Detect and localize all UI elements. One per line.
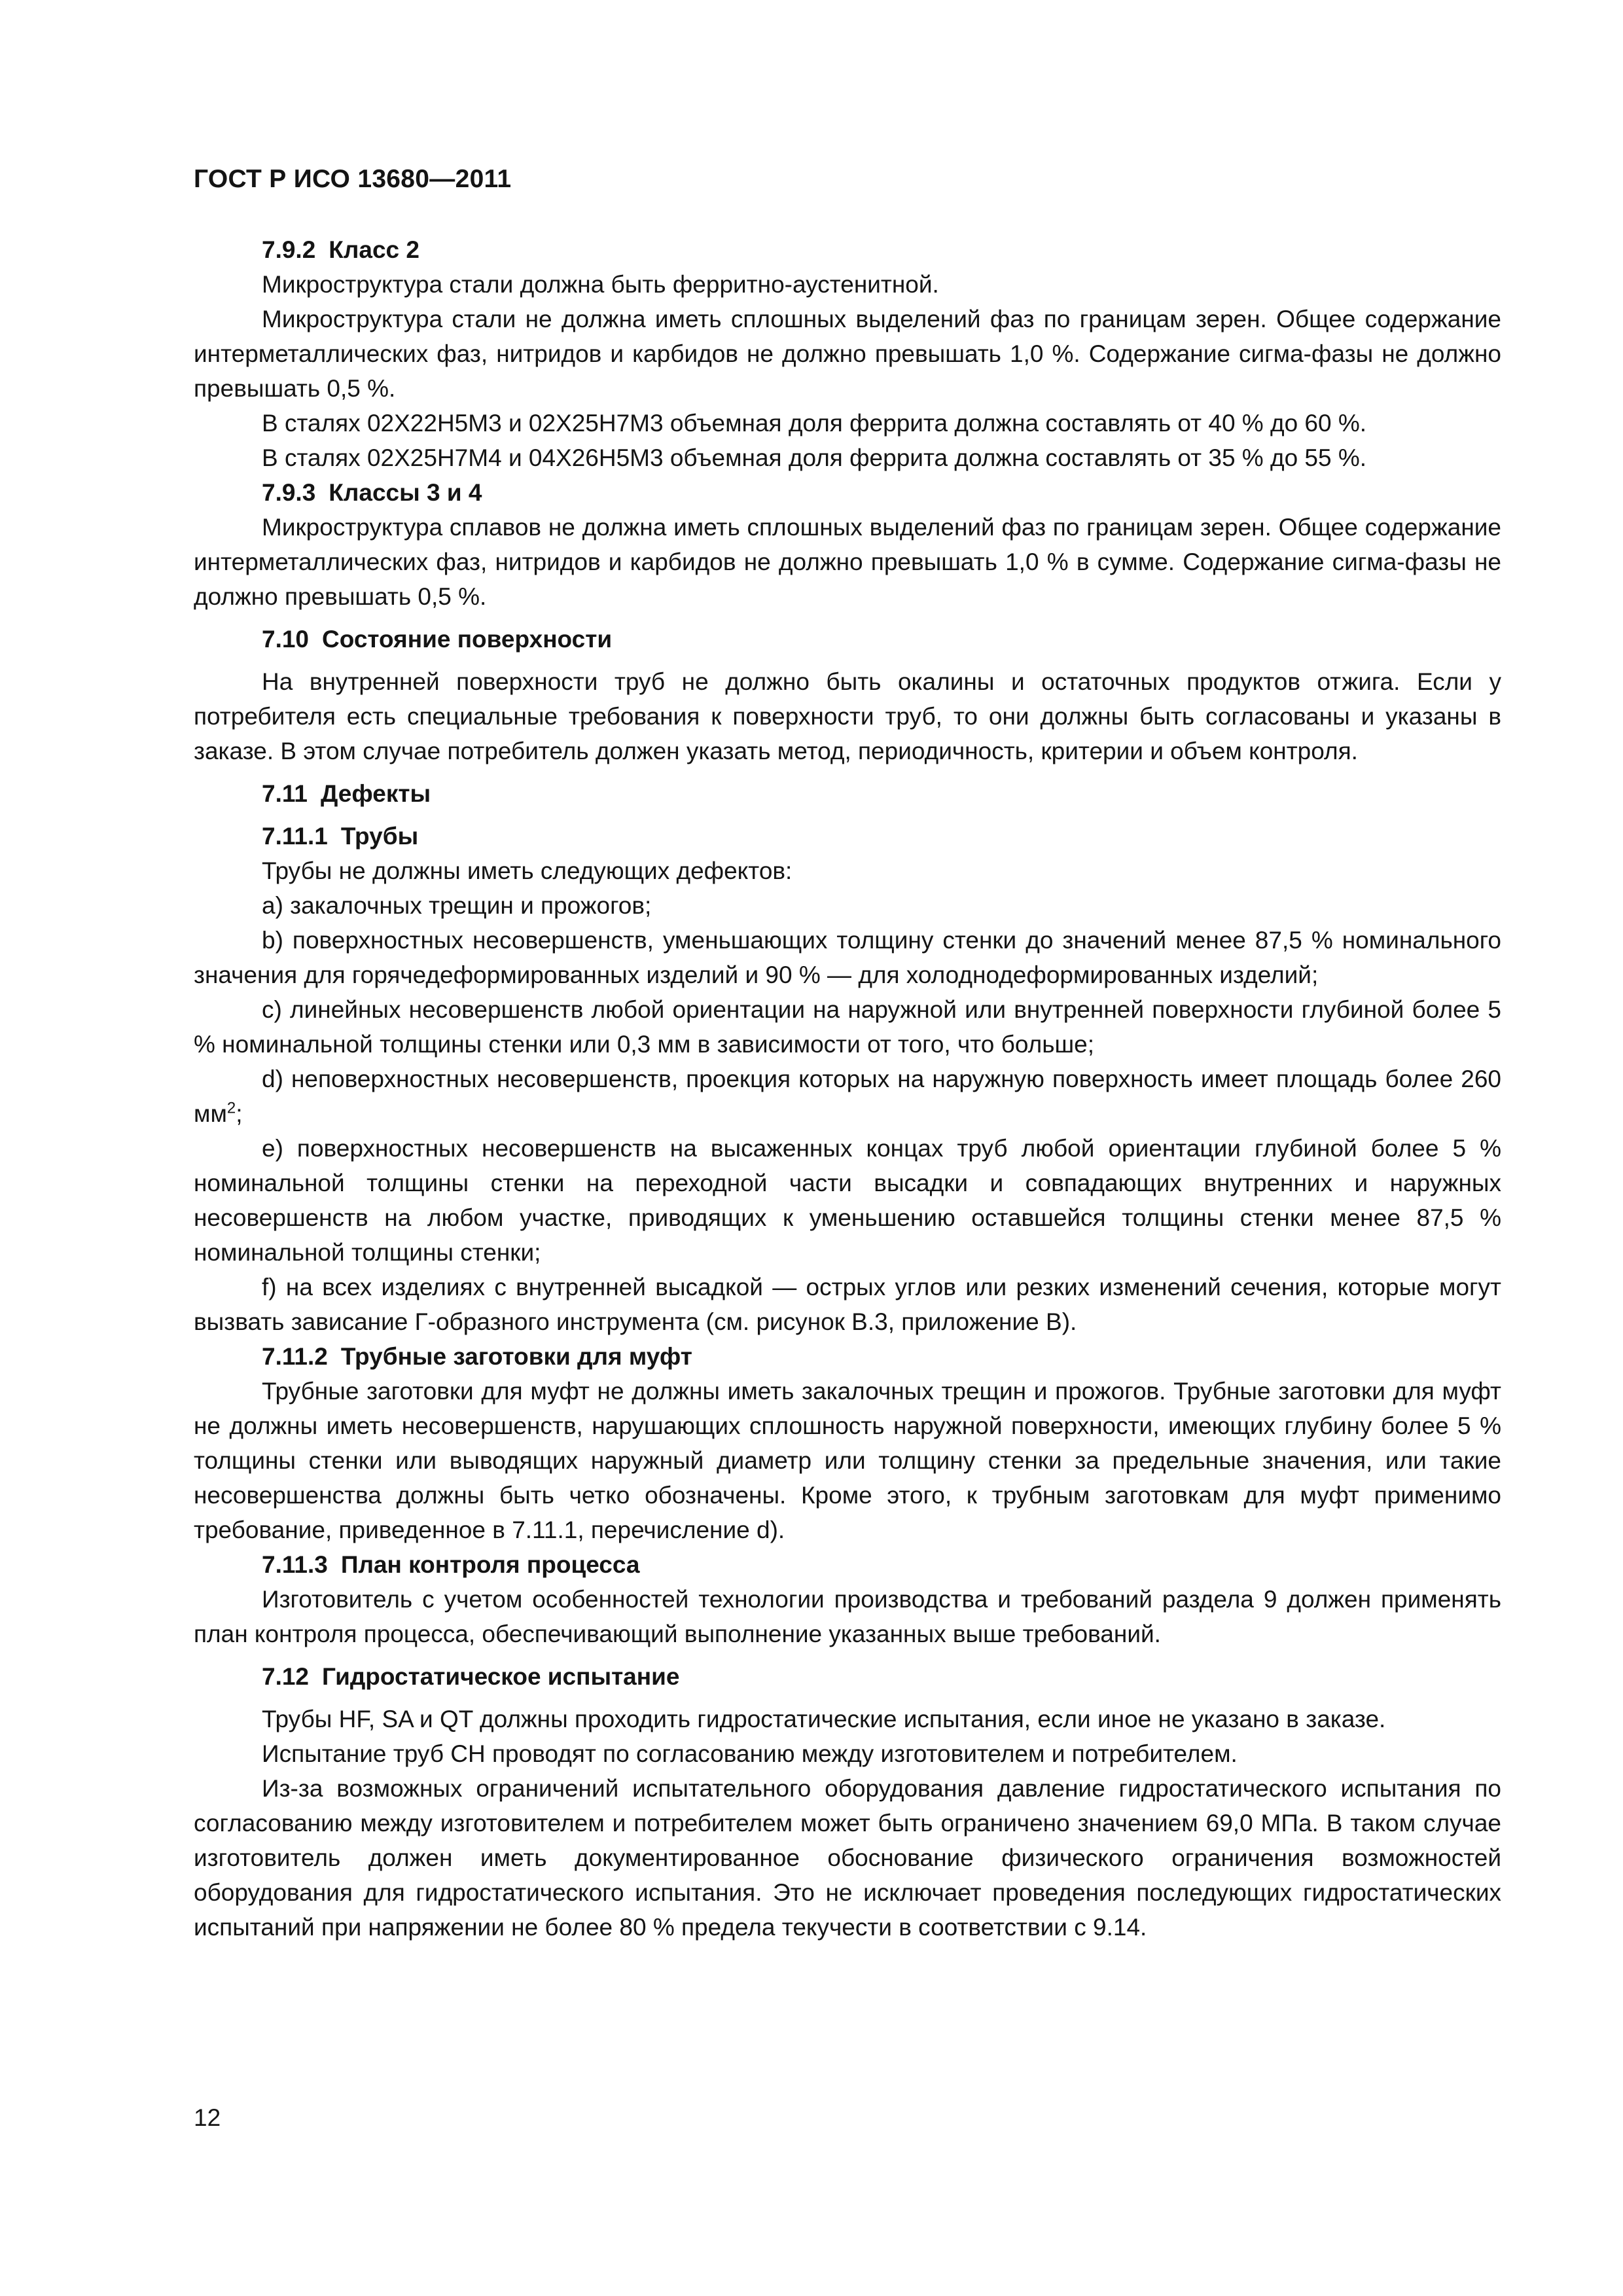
list-item-text: d) неповерхностных несовершенств, проекция которых на наружную поверхность имеет площадь более 260 мм <box>194 1066 1501 1127</box>
list-item: f) на всех изделиях с внутренней высадкой — острых углов или резких изменений сечения, которые могут вызвать зависание Г-образного инструмента (см. рисунок В.3, приложение В). <box>194 1274 1501 1335</box>
list-item: c) линейных несовершенств любой ориентации на наружной или внутренней поверхности глубиной более 5 % номинальной толщины стенки или 0,3 мм в зависимости от того, что больше; <box>194 996 1501 1058</box>
section-title: Трубы <box>340 823 419 850</box>
list-item: e) поверхностных несовершенств на высаженных концах труб любой ориентации глубиной более 5 % номинальной толщины стенки на переходной части высадки и совпадающих внутренних и наружных несовершенств на любом участке, приводящих к уменьшению оставшейся толщины стенки менее 87,5 % номинальной толщины стенки; <box>194 1135 1501 1266</box>
section-title: Гидростатическое испытание <box>322 1663 680 1690</box>
list-item-end: ; <box>236 1100 243 1127</box>
section-title: Класс 2 <box>329 236 419 263</box>
section-heading-7-11-2 <box>194 1339 1501 1374</box>
section-heading-7-11-1 <box>194 819 1501 853</box>
paragraph: Из-за возможных ограничений испытательного оборудования давление гидростатического испытания по согласованию между изготовителем и потребителем может быть ограничено значением 69,0 МПа. В таком случае изготовитель должен иметь документированное обоснование физического ограничения возможностей оборудования для гидростатического испытания. Это не исключает проведения последующих гидростатических испытаний при напряжении не более 80 % предела текучести в соответствии с 9.14. <box>194 1775 1501 1941</box>
paragraph: В сталях 02Х25Н7М4 и 04Х26Н5М3 объемная доля феррита должна составлять от 35 % до 55 %. <box>262 444 1367 471</box>
section-number: 7.11 <box>262 780 308 807</box>
paragraph: Трубы не должны иметь следующих дефектов: <box>262 857 793 884</box>
section-heading-7-10 <box>194 622 1501 656</box>
section-title: Классы 3 и 4 <box>329 479 482 506</box>
section-number: 7.11.1 <box>262 823 328 850</box>
list-item: a) закалочных трещин и прожогов; <box>262 892 652 919</box>
section-heading-7-12 <box>194 1659 1501 1694</box>
section-heading-7-9-2 <box>194 232 1501 267</box>
section-heading-7-11 <box>194 776 1501 811</box>
superscript: 2 <box>226 1099 236 1117</box>
paragraph: Микроструктура стали должна быть ферритно-аустенитной. <box>262 271 939 298</box>
paragraph: Изготовитель с учетом особенностей технологии производства и требований раздела 9 должен применять план контроля процесса, обеспечивающий выполнение указанных выше требований. <box>194 1586 1501 1647</box>
page-number: 12 <box>194 2104 221 2131</box>
paragraph: Трубные заготовки для муфт не должны иметь закалочных трещин и прожогов. Трубные заготовки для муфт не должны иметь несовершенств, нарушающих сплошность наружной поверхности, имеющих глубину более 5 % толщины стенки или выводящих наружный диаметр или толщину стенки за предельные значения, или такие несовершенства должны быть четко обозначены. Кроме этого, к трубным заготовкам для муфт применимо требование, приведенное в 7.11.1, перечисление d). <box>194 1378 1501 1543</box>
section-number: 7.11.2 <box>262 1343 328 1370</box>
section-number: 7.9.3 <box>262 479 316 506</box>
document-body <box>194 232 1501 1945</box>
section-number: 7.10 <box>262 626 310 653</box>
list-item: b) поверхностных несовершенств, уменьшающих толщину стенки до значений менее 87,5 % номинального значения для горячедеформированных изделий и 90 % — для холоднодеформированных изделий; <box>194 927 1501 988</box>
section-heading-7-9-3 <box>194 475 1501 510</box>
section-number: 7.12 <box>262 1663 310 1690</box>
paragraph: Микроструктура стали не должна иметь сплошных выделений фаз по границам зерен. Общее содержание интерметаллических фаз, нитридов и карбидов не должно превышать 1,0 %. Содержание сигма-фазы не должно превышать 0,5 %. <box>194 306 1501 402</box>
section-number: 7.9.2 <box>262 236 316 263</box>
list-item <box>194 1062 1501 1131</box>
section-number: 7.11.3 <box>262 1551 328 1578</box>
paragraph: На внутренней поверхности труб не должно быть окалины и остаточных продуктов отжига. Если у потребителя есть специальные требования к поверхности труб, то они должны быть согласованы и указаны в заказе. В этом случае потребитель должен указать метод, периодичность, критерии и объем контроля. <box>194 668 1501 764</box>
paragraph: В сталях 02Х22Н5М3 и 02Х25Н7М3 объемная доля феррита должна составлять от 40 % до 60 %. <box>262 410 1367 437</box>
section-title: План контроля процесса <box>340 1551 640 1578</box>
paragraph: Трубы HF, SA и QT должны проходить гидростатические испытания, если иное не указано в заказе. <box>262 1706 1386 1732</box>
section-title: Состояние поверхности <box>322 626 613 653</box>
document-header: ГОСТ Р ИСО 13680—2011 <box>194 165 512 193</box>
section-title: Дефекты <box>320 780 431 807</box>
section-title: Трубные заготовки для муфт <box>340 1343 692 1370</box>
section-heading-7-11-3 <box>194 1547 1501 1582</box>
paragraph: Микроструктура сплавов не должна иметь сплошных выделений фаз по границам зерен. Общее содержание интерметаллических фаз, нитридов и карбидов не должно превышать 1,0 % в сумме. Содержание сигма-фазы не должно превышать 0,5 %. <box>194 514 1501 610</box>
paragraph: Испытание труб CH проводят по согласованию между изготовителем и потребителем. <box>262 1740 1238 1767</box>
